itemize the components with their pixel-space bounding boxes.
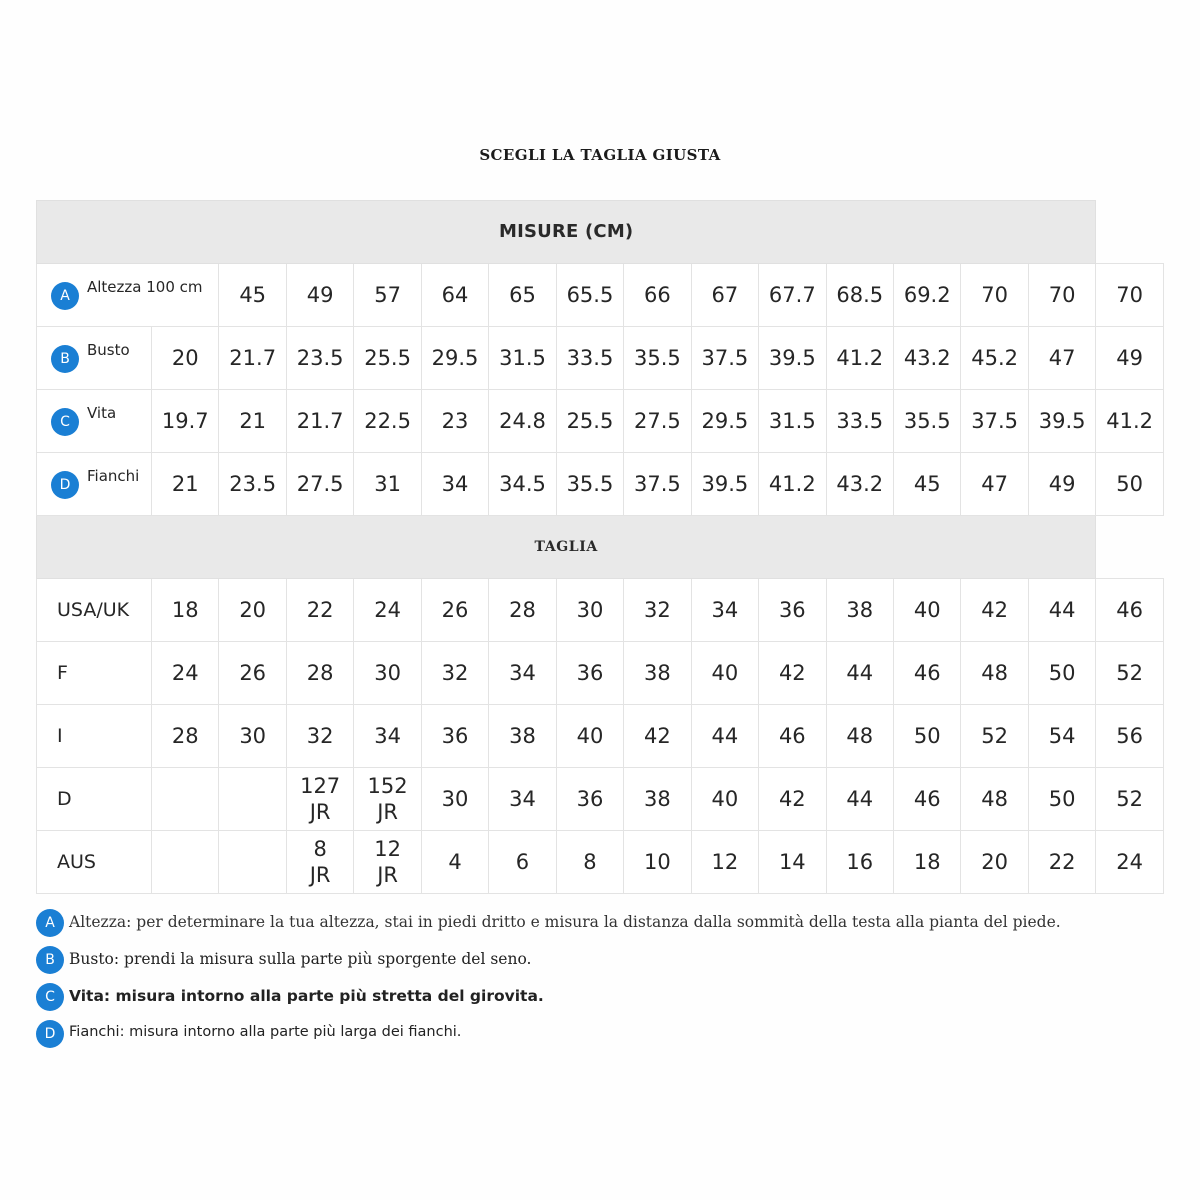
size-value: 22 xyxy=(1028,831,1095,894)
measurement-value: 57 xyxy=(354,264,421,327)
size-value: 46 xyxy=(759,705,826,768)
size-value: 24 xyxy=(152,642,219,705)
size-value: 28 xyxy=(489,579,556,642)
measurement-value: 47 xyxy=(961,453,1028,516)
measurement-value: 25.5 xyxy=(556,390,623,453)
size-value: 40 xyxy=(691,768,758,831)
size-value: 20 xyxy=(961,831,1028,894)
note-item xyxy=(36,1019,1176,1047)
measurement-value: 29.5 xyxy=(691,390,758,453)
measurement-value: 25.5 xyxy=(354,327,421,390)
size-row xyxy=(37,768,1164,831)
size-value: 52 xyxy=(1096,768,1164,831)
measurement-value: 49 xyxy=(286,264,353,327)
size-value: 36 xyxy=(556,768,623,831)
size-system-label: USA/UK xyxy=(37,579,152,642)
taglia-header: TAGLIA xyxy=(37,516,1096,579)
size-value: 36 xyxy=(556,642,623,705)
measurement-value: 20 xyxy=(152,327,219,390)
measurement-value: 67 xyxy=(691,264,758,327)
note-text: Busto: prendi la misura sulla parte più sporgente del seno. xyxy=(69,950,532,968)
size-value: 10 xyxy=(624,831,691,894)
size-value: 12 xyxy=(691,831,758,894)
size-value: 34 xyxy=(691,579,758,642)
size-value: 46 xyxy=(893,768,960,831)
measurement-value: 65 xyxy=(489,264,556,327)
size-value: 44 xyxy=(691,705,758,768)
measurement-value: 49 xyxy=(1096,327,1164,390)
size-value-junior: 12 JR xyxy=(354,831,421,894)
size-value: 50 xyxy=(1028,642,1095,705)
measurement-value: 21 xyxy=(219,390,286,453)
size-value: 44 xyxy=(826,768,893,831)
size-row xyxy=(37,831,1164,894)
size-value: 32 xyxy=(286,705,353,768)
size-value: 36 xyxy=(421,705,488,768)
measurement-value: 39.5 xyxy=(691,453,758,516)
size-value: 48 xyxy=(826,705,893,768)
measurement-value: 33.5 xyxy=(556,327,623,390)
note-badge-icon: B xyxy=(36,946,64,974)
size-value: 44 xyxy=(826,642,893,705)
measurement-row xyxy=(37,390,1164,453)
measurement-value: 41.2 xyxy=(1096,390,1164,453)
note-text: Altezza: per determinare la tua altezza, stai in piedi dritto e misura la distanza dalla sommità della testa alla pianta del piede. xyxy=(69,913,1061,931)
size-value: 38 xyxy=(624,642,691,705)
measurement-value: 29.5 xyxy=(421,327,488,390)
measurement-value: 43.2 xyxy=(826,453,893,516)
size-row xyxy=(37,642,1164,705)
measurement-value: 22.5 xyxy=(354,390,421,453)
size-value: 50 xyxy=(893,705,960,768)
measurement-badge-icon: C xyxy=(51,408,79,436)
measurement-value: 47 xyxy=(1028,327,1095,390)
measurement-row xyxy=(37,453,1164,516)
measurement-value: 39.5 xyxy=(1028,390,1095,453)
size-value-junior: 8 JR xyxy=(286,831,353,894)
size-value xyxy=(152,831,219,894)
size-value: 38 xyxy=(624,768,691,831)
measurement-value: 35.5 xyxy=(556,453,623,516)
size-value xyxy=(152,768,219,831)
measurement-value: 23.5 xyxy=(286,327,353,390)
size-value: 26 xyxy=(421,579,488,642)
size-value: 40 xyxy=(691,642,758,705)
note-badge-icon: C xyxy=(36,983,64,1011)
size-value: 42 xyxy=(961,579,1028,642)
size-value: 42 xyxy=(759,768,826,831)
measurement-value: 37.5 xyxy=(624,453,691,516)
measurement-value: 34.5 xyxy=(489,453,556,516)
size-value: 30 xyxy=(421,768,488,831)
measurement-value: 65.5 xyxy=(556,264,623,327)
measurement-value: 45.2 xyxy=(961,327,1028,390)
measurement-value: 70 xyxy=(961,264,1028,327)
measurement-notes xyxy=(36,908,1176,1056)
measurement-value: 23.5 xyxy=(219,453,286,516)
measurement-value: 67.7 xyxy=(759,264,826,327)
measurement-value: 45 xyxy=(219,264,286,327)
size-value: 18 xyxy=(893,831,960,894)
size-value-junior: 127 JR xyxy=(286,768,353,831)
size-value: 30 xyxy=(556,579,623,642)
measurement-value: 41.2 xyxy=(826,327,893,390)
measurement-label: Busto xyxy=(87,341,130,359)
note-item xyxy=(36,908,1176,936)
measurement-value: 68.5 xyxy=(826,264,893,327)
measurement-badge-icon: B xyxy=(51,345,79,373)
size-system-label: AUS xyxy=(37,831,152,894)
measurement-value: 45 xyxy=(893,453,960,516)
measurement-label: Fianchi xyxy=(87,467,140,485)
size-value: 54 xyxy=(1028,705,1095,768)
measurement-value: 27.5 xyxy=(286,453,353,516)
size-value: 34 xyxy=(489,642,556,705)
measurement-value: 39.5 xyxy=(759,327,826,390)
size-system-label: D xyxy=(37,768,152,831)
size-row xyxy=(37,705,1164,768)
size-value: 36 xyxy=(759,579,826,642)
measurement-value: 35.5 xyxy=(624,327,691,390)
size-value: 40 xyxy=(556,705,623,768)
size-chart-table xyxy=(36,200,1164,894)
size-system-label: F xyxy=(37,642,152,705)
size-value: 50 xyxy=(1028,768,1095,831)
size-value xyxy=(219,831,286,894)
measurement-value: 23 xyxy=(421,390,488,453)
size-value: 46 xyxy=(893,642,960,705)
size-value: 40 xyxy=(893,579,960,642)
size-chart-body xyxy=(37,201,1164,894)
measurement-value: 31 xyxy=(354,453,421,516)
measurement-value: 41.2 xyxy=(759,453,826,516)
measurement-value: 27.5 xyxy=(624,390,691,453)
measurement-value: 21.7 xyxy=(219,327,286,390)
measurement-value: 70 xyxy=(1028,264,1095,327)
measurement-label-cell xyxy=(37,264,219,327)
note-badge-icon: A xyxy=(36,909,64,937)
size-value: 42 xyxy=(759,642,826,705)
size-value: 14 xyxy=(759,831,826,894)
size-value: 52 xyxy=(961,705,1028,768)
measurement-value: 70 xyxy=(1096,264,1164,327)
size-value: 16 xyxy=(826,831,893,894)
size-value: 56 xyxy=(1096,705,1164,768)
size-value: 52 xyxy=(1096,642,1164,705)
size-value: 24 xyxy=(354,579,421,642)
measurement-value: 37.5 xyxy=(691,327,758,390)
size-value: 34 xyxy=(354,705,421,768)
size-value: 4 xyxy=(421,831,488,894)
measurement-value: 31.5 xyxy=(489,327,556,390)
size-value: 28 xyxy=(286,642,353,705)
size-value: 46 xyxy=(1096,579,1164,642)
measurement-value: 31.5 xyxy=(759,390,826,453)
measurement-value: 49 xyxy=(1028,453,1095,516)
note-item xyxy=(36,982,1176,1010)
measurement-row xyxy=(37,327,1164,390)
measurement-value: 19.7 xyxy=(152,390,219,453)
size-value: 48 xyxy=(961,642,1028,705)
size-value: 48 xyxy=(961,768,1028,831)
misure-header: MISURE (CM) xyxy=(37,201,1096,264)
size-row xyxy=(37,579,1164,642)
size-value: 6 xyxy=(489,831,556,894)
size-value: 30 xyxy=(354,642,421,705)
measurement-value: 35.5 xyxy=(893,390,960,453)
note-text: Fianchi: misura intorno alla parte più larga dei fianchi. xyxy=(69,1024,462,1040)
measurement-value: 69.2 xyxy=(893,264,960,327)
size-value: 24 xyxy=(1096,831,1164,894)
measurement-value: 21 xyxy=(152,453,219,516)
measurement-value: 43.2 xyxy=(893,327,960,390)
measurement-badge-icon: D xyxy=(51,471,79,499)
measurement-value: 37.5 xyxy=(961,390,1028,453)
size-value: 26 xyxy=(219,642,286,705)
size-value: 22 xyxy=(286,579,353,642)
size-value: 20 xyxy=(219,579,286,642)
size-system-label: I xyxy=(37,705,152,768)
measurement-label: Altezza 100 cm xyxy=(87,278,203,296)
size-value: 30 xyxy=(219,705,286,768)
size-value: 32 xyxy=(421,642,488,705)
size-value-junior: 152 JR xyxy=(354,768,421,831)
measurement-label: Vita xyxy=(87,404,117,422)
measurement-value: 33.5 xyxy=(826,390,893,453)
measurement-value: 34 xyxy=(421,453,488,516)
measurement-value: 50 xyxy=(1096,453,1164,516)
misure-header-row xyxy=(37,201,1164,264)
measurement-label-cell xyxy=(37,390,152,453)
measurement-row xyxy=(37,264,1164,327)
measurement-label-cell xyxy=(37,453,152,516)
measurement-value: 66 xyxy=(624,264,691,327)
measurement-value: 64 xyxy=(421,264,488,327)
measurement-label-cell xyxy=(37,327,152,390)
taglia-header-row xyxy=(37,516,1164,579)
measurement-badge-icon: A xyxy=(51,282,79,310)
size-value: 38 xyxy=(489,705,556,768)
size-value: 32 xyxy=(624,579,691,642)
note-badge-icon: D xyxy=(36,1020,64,1048)
size-value: 34 xyxy=(489,768,556,831)
note-item xyxy=(36,945,1176,973)
size-value: 38 xyxy=(826,579,893,642)
measurement-value: 21.7 xyxy=(286,390,353,453)
measurement-value: 24.8 xyxy=(489,390,556,453)
size-value: 28 xyxy=(152,705,219,768)
page-title: SCEGLI LA TAGLIA GIUSTA xyxy=(479,146,721,164)
size-value: 18 xyxy=(152,579,219,642)
size-value: 8 xyxy=(556,831,623,894)
note-text: Vita: misura intorno alla parte più stretta del girovita. xyxy=(69,987,544,1005)
size-value xyxy=(219,768,286,831)
size-value: 44 xyxy=(1028,579,1095,642)
size-value: 42 xyxy=(624,705,691,768)
